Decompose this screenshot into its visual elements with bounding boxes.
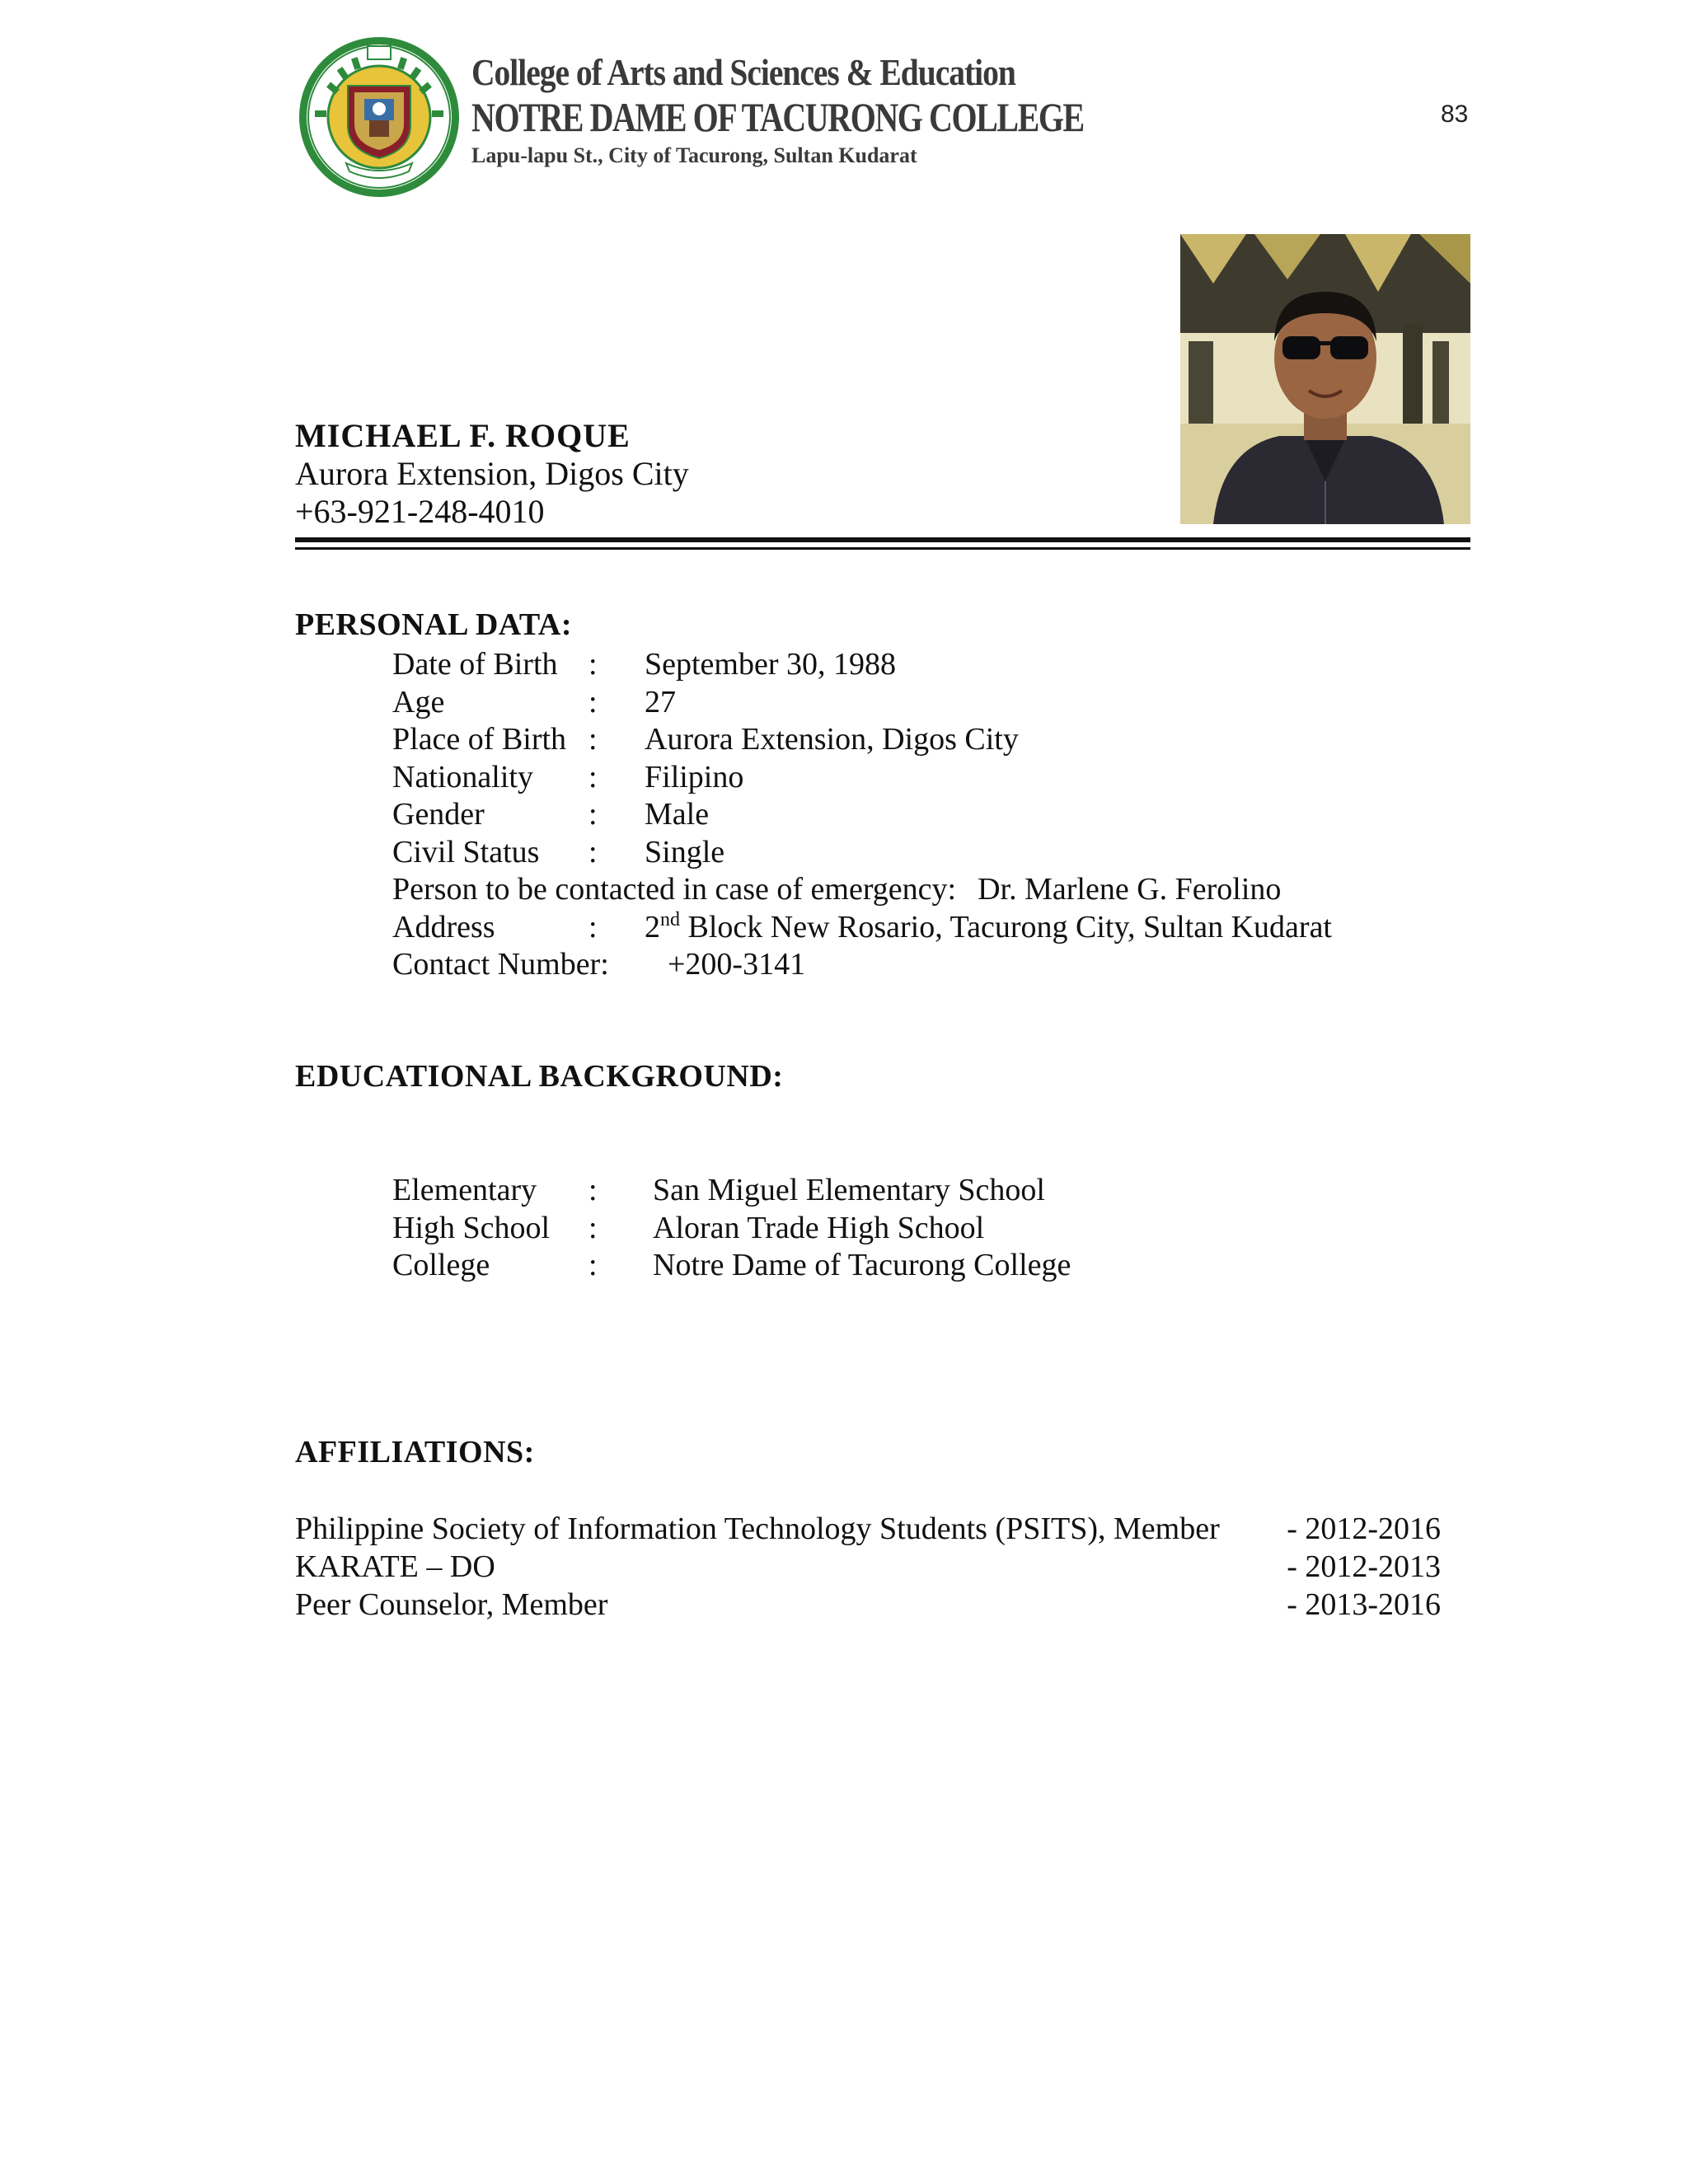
affiliation-years: - 2013-2016 xyxy=(1287,1587,1441,1622)
field-label: Nationality xyxy=(392,759,533,794)
field-separator: : xyxy=(588,684,598,719)
field-value: Aurora Extension, Digos City xyxy=(645,722,1019,757)
affiliations-list xyxy=(295,1510,1441,1624)
affiliation-item xyxy=(295,1548,1441,1586)
affiliation-years: - 2012-2016 xyxy=(1287,1511,1441,1546)
education-heading: EDUCATIONAL BACKGROUND: xyxy=(295,1059,784,1094)
education-level: College xyxy=(392,1248,490,1282)
field-separator: : xyxy=(588,797,598,832)
field-separator: : xyxy=(588,1248,598,1282)
applicant-address: Aurora Extension, Digos City xyxy=(295,455,689,492)
affiliation-name: Peer Counselor, Member xyxy=(295,1587,608,1622)
address-number: 2 xyxy=(645,909,660,944)
applicant-contact-block xyxy=(295,417,689,531)
affiliation-name: Philippine Society of Information Technology Students (PSITS), Member xyxy=(295,1511,1220,1546)
field-separator: : xyxy=(588,722,598,757)
header-divider-thin xyxy=(295,547,1470,550)
field-value: +200-3141 xyxy=(668,947,806,982)
affiliation-name: KARATE – DO xyxy=(295,1549,495,1584)
field-separator: : xyxy=(588,834,598,869)
affiliation-years: - 2012-2013 xyxy=(1287,1549,1441,1584)
field-value: Single xyxy=(645,834,725,869)
address-rest: Block New Rosario, Tacurong City, Sultan Kudarat xyxy=(680,909,1332,944)
school-address: Lapu-lapu St., City of Tacurong, Sultan Kudarat xyxy=(471,143,917,167)
education-level: High School xyxy=(392,1210,551,1245)
applicant-photo xyxy=(1180,234,1470,524)
field-value: Filipino xyxy=(645,759,744,794)
field-label: Civil Status xyxy=(392,834,540,869)
affiliation-item xyxy=(295,1586,1441,1624)
field-separator: : xyxy=(588,759,598,794)
header-divider-thick xyxy=(295,537,1470,542)
school-name-value: Aloran Trade High School xyxy=(653,1210,985,1245)
applicant-name: MICHAEL F. ROQUE xyxy=(295,417,631,454)
field-value xyxy=(645,909,1332,947)
emergency-contact-name: Dr. Marlene G. Ferolino xyxy=(978,872,1282,907)
field-separator: : xyxy=(588,1210,598,1245)
field-separator: : xyxy=(588,1173,598,1207)
field-value: September 30, 1988 xyxy=(645,647,897,682)
address-ordinal-suffix: nd xyxy=(660,908,680,930)
education-level: Elementary xyxy=(392,1173,537,1207)
affiliations-heading: AFFILIATIONS: xyxy=(295,1435,535,1469)
school-name-value: Notre Dame of Tacurong College xyxy=(653,1248,1071,1282)
field-label: Date of Birth xyxy=(392,647,558,682)
field-separator: : xyxy=(588,909,598,944)
college-department-name: College of Arts and Sciences & Education xyxy=(471,51,1015,93)
field-value: 27 xyxy=(645,684,676,719)
page-number: 83 xyxy=(1441,101,1469,128)
personal-data-heading: PERSONAL DATA: xyxy=(295,607,573,642)
school-name-value: San Miguel Elementary School xyxy=(653,1173,1045,1207)
letterhead xyxy=(471,51,1237,170)
field-label: Contact Number: xyxy=(392,947,609,982)
field-label: Age xyxy=(392,684,445,719)
applicant-phone: +63-921-248-4010 xyxy=(295,493,545,530)
affiliation-item xyxy=(295,1510,1441,1548)
field-separator: : xyxy=(588,647,598,682)
field-label: Gender xyxy=(392,797,485,832)
emergency-contact-label: Person to be contacted in case of emergency: xyxy=(392,872,957,907)
school-name: NOTRE DAME OF TACURONG COLLEGE xyxy=(471,94,1084,140)
field-label: Address xyxy=(392,909,495,944)
field-value: Male xyxy=(645,797,710,832)
field-label: Place of Birth xyxy=(392,722,567,757)
college-seal-logo xyxy=(297,35,462,199)
